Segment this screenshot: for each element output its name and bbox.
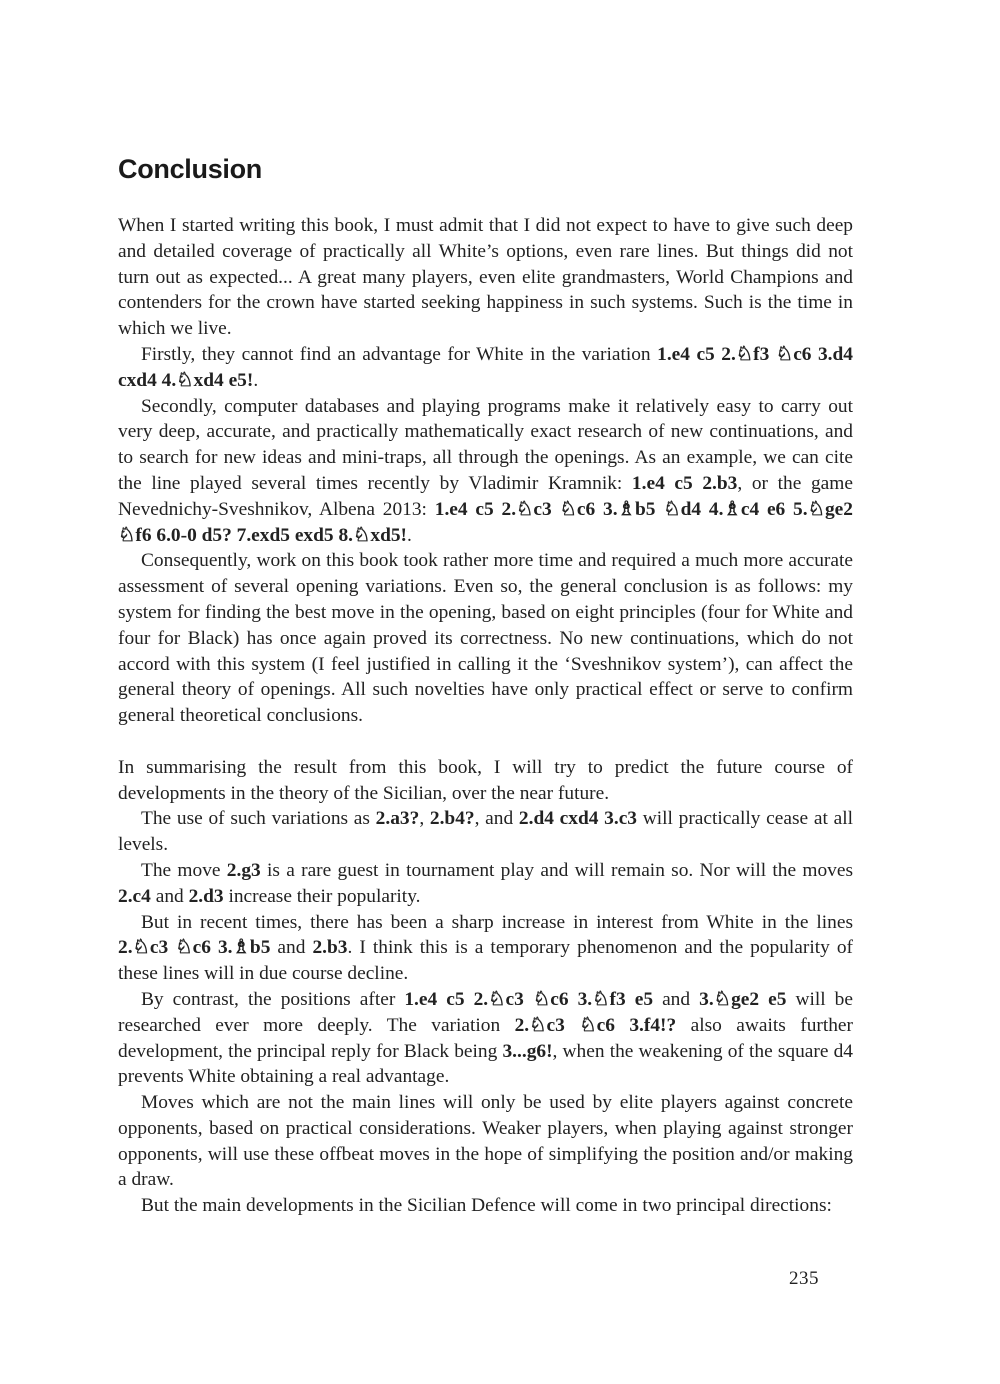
chess-moves: 2.♘c3 ♘c6 3.♗b5 <box>118 937 271 959</box>
paragraph-not-main-lines: Moves which are not the main lines will only be used by elite players against concrete opponents, based on practical considerations. Weaker players, when playing against stronger opponents, will use these offbeat moves in the hope of simplifying the position and/or making a draw. <box>118 1092 853 1191</box>
text-run: increase their popularity. <box>223 885 421 907</box>
text-run: also awaits further development, the principal reply for Black being <box>118 1014 853 1062</box>
section-gap <box>118 729 853 755</box>
chess-moves: 2.b3 <box>312 937 348 959</box>
paragraph-firstly <box>118 342 853 394</box>
chess-moves: 2.♘c3 ♘c6 3.f4!? <box>514 1014 677 1036</box>
chess-moves: 2.g3 <box>226 859 261 881</box>
chess-moves: 2.d3 <box>188 885 224 907</box>
text-run: and <box>653 988 700 1010</box>
page-number: 235 <box>789 1268 819 1289</box>
chess-moves: 1.e4 c5 2.♘c3 ♘c6 3.♗b5 ♘d4 4.♗c4 e6 5.♘ge2 ♘f6 6.0-0 d5? 7.exd5 exd5 8.♘xd5! <box>118 498 853 546</box>
text-run: . <box>407 524 412 546</box>
text-run: By contrast, the positions after <box>141 988 405 1010</box>
paragraph-rare-guest <box>118 858 853 910</box>
chapter-heading: Conclusion <box>118 154 262 184</box>
text-run: , <box>419 808 430 830</box>
body-text <box>118 213 853 1219</box>
text-run: , and <box>474 808 519 830</box>
paragraph-variations-cease <box>118 806 853 858</box>
text-run: and <box>150 885 189 907</box>
text-run: and <box>270 937 313 959</box>
text-run: . I think this is a temporary phenomenon and the popularity of these lines will in due course decline. <box>118 937 853 985</box>
chess-moves: 1.e4 c5 2.b3 <box>631 472 738 494</box>
paragraph-by-contrast <box>118 987 853 1090</box>
text-run: will practically cease at all levels. <box>118 808 853 856</box>
text-run: will be researched ever more deeply. The variation <box>118 988 853 1036</box>
chess-moves: 2.b4? <box>429 808 475 830</box>
chess-moves: 2.c4 <box>118 885 151 907</box>
paragraph-intro: When I started writing this book, I must admit that I did not expect to have to give such deep and detailed coverage of practically all White’s options, even rare lines. But things did not turn out as expected... A great many players, even elite grandmasters, World Champions and contenders for the crown have started seeking happiness in such systems. Such is the time in which we live. <box>118 215 853 340</box>
text-run: Firstly, they cannot find an advantage for White in the variation <box>141 343 658 365</box>
text-run: , when the weakening of the square d4 prevents White obtaining a real advantage. <box>118 1040 853 1088</box>
chess-moves: 3.♘ge2 e5 <box>699 988 787 1010</box>
paragraph-consequently: Consequently, work on this book took rather more time and required a much more accurate assessment of several opening variations. Even so, the general conclusion is as follows: my system for finding the best move in the opening, based on eight principles (four for White and four for Black) has once again proved its correctness. No new continuations, which do not accord with this system (I feel justified in calling it the ‘Sveshnikov system’), can affect the general theory of openings. All such novelties have only practical effect or serve to confirm general theoretical conclusions. <box>118 550 853 727</box>
text-run: Secondly, computer databases and playing programs make it relatively easy to carry out very deep, accurate, and practically mathematically exact research of new continuations, and to search for new ideas and mini-traps, all through the openings. As an example, we can cite the line played several times recently by Vladimir Kramnik: <box>118 395 853 494</box>
paragraph-main-developments: But the main developments in the Sicilian Defence will come in two principal directions: <box>141 1195 832 1217</box>
text-run: But in recent times, there has been a sharp increase in interest from White in the lines <box>141 911 853 933</box>
paragraph-recent-times <box>118 910 853 987</box>
chess-moves: 2.a3? <box>375 808 420 830</box>
text-run: The move <box>141 859 227 881</box>
chess-moves: 1.e4 c5 2.♘c3 ♘c6 3.♘f3 e5 <box>404 988 654 1010</box>
chess-moves: 1.e4 c5 2.♘f3 ♘c6 3.d4 cxd4 4.♘xd4 e5! <box>118 343 854 391</box>
text-run: , or the game Nevednichy-Sveshnikov, Albena 2013: <box>118 472 853 520</box>
text-run: . <box>253 369 259 391</box>
chess-moves: 2.d4 cxd4 3.c3 <box>518 808 638 830</box>
chess-moves: 3...g6! <box>502 1040 553 1062</box>
paragraph-secondly <box>118 394 853 549</box>
paragraph-summarising: In summarising the result from this book, I will try to predict the future course of developments in the theory of the Sicilian, over the near future. <box>118 756 853 804</box>
text-run: The use of such variations as <box>141 808 376 830</box>
text-run: is a rare guest in tournament play and will remain so. Nor will the moves <box>260 859 854 881</box>
